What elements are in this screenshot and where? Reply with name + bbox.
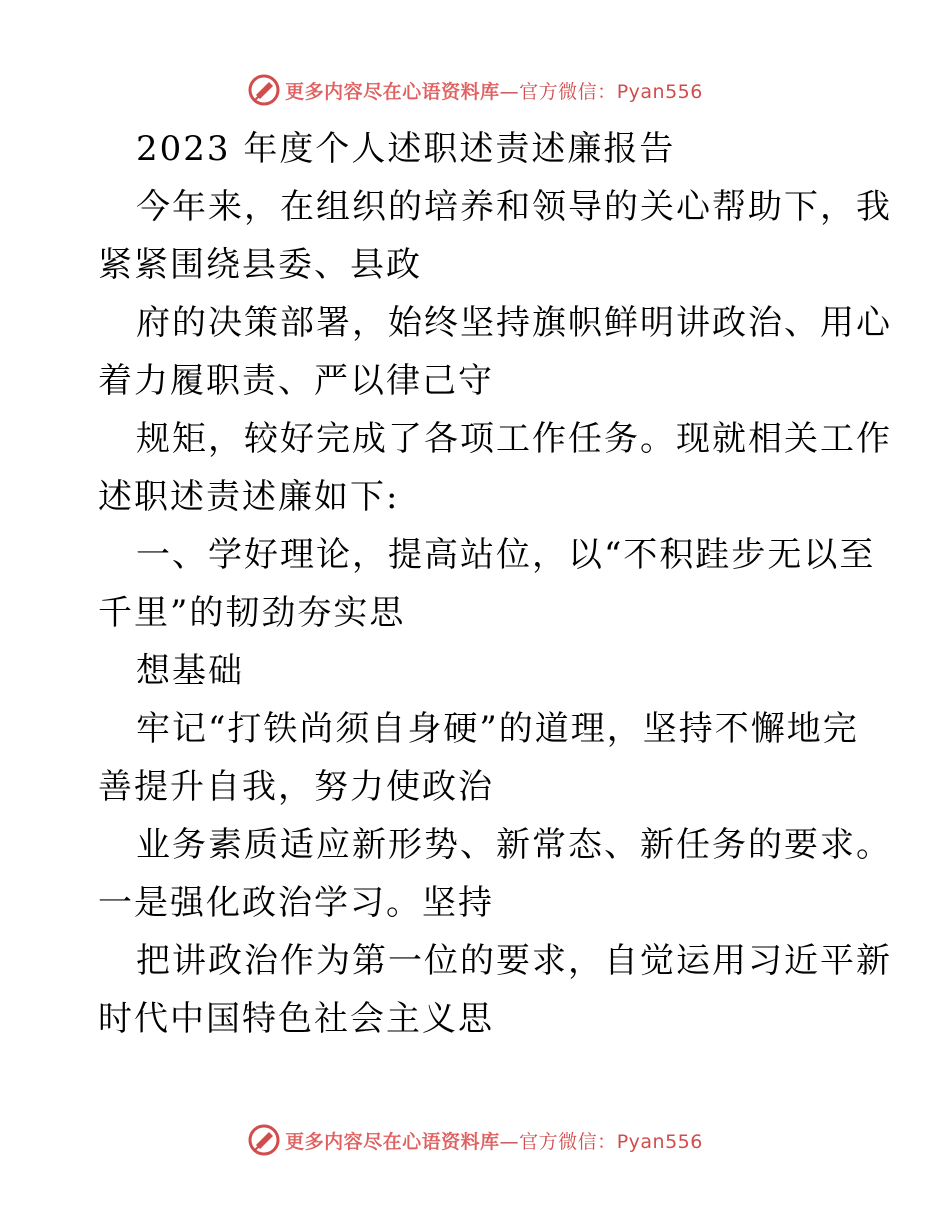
doc-line: 2023 年度个人述职述责述廉报告 xyxy=(136,129,676,169)
seal-logo-icon xyxy=(247,73,281,107)
doc-line: 规矩，较好完成了各项工作任务。现就相关工作 xyxy=(136,419,892,459)
doc-line: 述职述责述廉如下: xyxy=(98,477,400,517)
watermark-separator: — xyxy=(499,1130,520,1153)
watermark-site-text: 更多内容尽在心语资料库 xyxy=(285,1130,500,1153)
watermark-separator: — xyxy=(499,80,520,103)
doc-line: 紧紧围绕县委、县政 xyxy=(98,245,422,285)
doc-line: 着力履职责、严以律己守 xyxy=(98,361,494,401)
doc-line: 把讲政治作为第一位的要求，自觉运用习近平新 xyxy=(136,941,892,981)
watermark-wechat-id: Pyan556 xyxy=(616,1130,703,1153)
doc-line: 想基础 xyxy=(136,651,244,691)
doc-line: 一是强化政治学习。坚持 xyxy=(98,883,494,923)
watermark-text xyxy=(285,1127,703,1154)
watermark-wechat-id: Pyan556 xyxy=(616,80,703,103)
doc-line: 时代中国特色社会主义思 xyxy=(98,999,494,1039)
doc-line: 牢记“打铁尚须自身硬”的道理，坚持不懈地完 xyxy=(136,709,859,749)
watermark-text xyxy=(285,77,703,104)
doc-line: 一、学好理论，提高站位，以“不积跬步无以至 xyxy=(136,535,876,575)
doc-line: 今年来，在组织的培养和领导的关心帮助下，我 xyxy=(136,187,892,227)
doc-line: 府的决策部署，始终坚持旗帜鲜明讲政治、用心 xyxy=(136,303,892,343)
header-watermark xyxy=(0,70,950,110)
watermark-site-text: 更多内容尽在心语资料库 xyxy=(285,80,500,103)
watermark-wechat-label: 官方微信： xyxy=(519,80,617,103)
seal-logo-icon xyxy=(247,1123,281,1157)
watermark-wechat-label: 官方微信： xyxy=(519,1130,617,1153)
doc-line: 千里”的韧劲夯实思 xyxy=(98,593,406,633)
document-body xyxy=(98,120,892,1048)
footer-watermark xyxy=(0,1120,950,1160)
doc-line: 善提升自我，努力使政治 xyxy=(98,767,494,807)
doc-line: 业务素质适应新形势、新常态、新任务的要求。 xyxy=(136,825,892,865)
